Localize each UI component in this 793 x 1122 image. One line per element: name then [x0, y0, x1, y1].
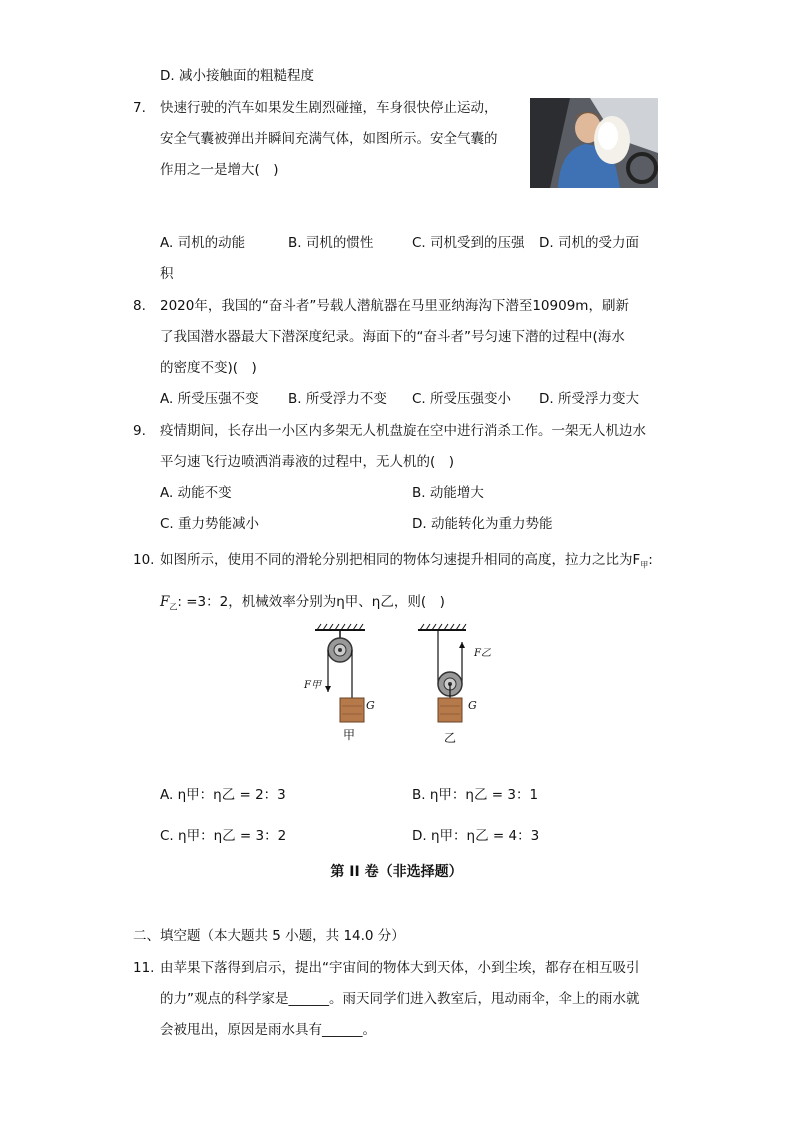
fig-left-caption: 甲 [343, 728, 356, 742]
fig-right-force: F乙 [474, 648, 491, 659]
q7-option-d: D. 司机的受力面 [539, 235, 639, 251]
section-fill-heading: 二、填空题（本大题共 5 小题，共 14.0 分） [133, 928, 405, 944]
q7-option-wrap: 积 [160, 266, 174, 282]
q7-option-c: C. 司机受到的压强 [412, 235, 525, 251]
q10-line-1 [160, 550, 653, 576]
q10-line-2-rest: : =3：2，机械效率分别为η甲、η乙，则( ) [177, 594, 445, 610]
airbag-photo [530, 98, 658, 188]
q7-line-3: 作用之一是增大( ) [160, 162, 279, 178]
q9-option-a: A. 动能不变 [160, 485, 232, 501]
q8-option-d: D. 所受浮力变大 [539, 391, 639, 407]
q8-option-b: B. 所受浮力不变 [288, 391, 387, 407]
q8-line-3: 的密度不变)( ) [160, 360, 257, 376]
q10-option-d: D. η甲：η乙 = 4：3 [412, 828, 540, 844]
q11-line-3: 会被甩出，原因是雨水具有______。 [160, 1022, 376, 1038]
left-ceiling [315, 624, 365, 630]
q10-line-1-text: 如图所示，使用不同的滑轮分别把相同的物体匀速提升相同的高度，拉力之比为F [160, 552, 641, 568]
q8-option-c: C. 所受压强变小 [412, 391, 512, 407]
q10-line-2-sub: 乙 [169, 602, 178, 612]
q10-number: 10. [133, 552, 155, 568]
q9-option-c: C. 重力势能减小 [160, 516, 260, 532]
right-weight-block [438, 698, 462, 722]
q7-option-b: B. 司机的惯性 [288, 235, 374, 251]
q10-line-1-end: : [648, 552, 653, 568]
q9-line-2: 平匀速飞行边喷洒消毒液的过程中，无人机的( ) [160, 454, 455, 470]
q6-option-d: D. 减小接触面的粗糙程度 [160, 68, 314, 84]
q10-option-a: A. η甲：η乙 = 2：3 [160, 787, 286, 803]
q10-option-b: B. η甲：η乙 = 3：1 [412, 787, 539, 803]
q7-number: 7. [133, 100, 146, 116]
q7-option-a: A. 司机的动能 [160, 235, 246, 251]
q10-option-c: C. η甲：η乙 = 3：2 [160, 828, 287, 844]
q8-line-1: 2020年，我国的“奋斗者”号载人潜航器在马里亚纳海沟下潜至10909m，刷新 [160, 298, 629, 314]
left-weight-block [340, 698, 364, 722]
q10-line-1-sub: 甲 [640, 560, 649, 570]
right-ceiling [418, 624, 466, 630]
q11-line-1: 由苹果下落得到启示，提出“宇宙间的物体大到天体，小到尘埃，都存在相互吸引 [160, 960, 640, 976]
q11-line-2: 的力”观点的科学家是______。雨天同学们进入教室后，甩动雨伞，伞上的雨水就 [160, 991, 640, 1007]
airbag-illustration [530, 98, 658, 188]
q8-line-2: 了我国潜水器最大下潜深度纪录。海面下的“奋斗者”号匀速下潜的过程中(海水 [160, 329, 625, 345]
q9-option-d: D. 动能转化为重力势能 [412, 516, 553, 532]
q8-option-a: A. 所受压强不变 [160, 391, 259, 407]
q9-line-1: 疫情期间，长存出一小区内多架无人机盘旋在空中进行消杀工作。一架无人机边水 [160, 423, 646, 439]
fig-right-caption: 乙 [444, 731, 457, 745]
q10-line-2 [160, 592, 445, 618]
fig-right-weight: G [468, 699, 477, 712]
fig-left-weight: G [366, 699, 375, 712]
q7-line-1: 快速行驶的汽车如果发生剧烈碰撞，车身很快停止运动， [160, 100, 498, 116]
q8-number: 8. [133, 298, 146, 314]
q9-option-b: B. 动能增大 [412, 485, 484, 501]
fig-left-force: F甲 [304, 680, 321, 691]
q10-line-2-f: F [160, 594, 170, 610]
q7-line-2: 安全气囊被弹出并瞬间充满气体，如图所示。安全气囊的 [160, 131, 498, 147]
q11-number: 11. [133, 960, 155, 976]
section-2-title: 第 II 卷（非选择题） [330, 864, 463, 880]
q9-number: 9. [133, 423, 146, 439]
